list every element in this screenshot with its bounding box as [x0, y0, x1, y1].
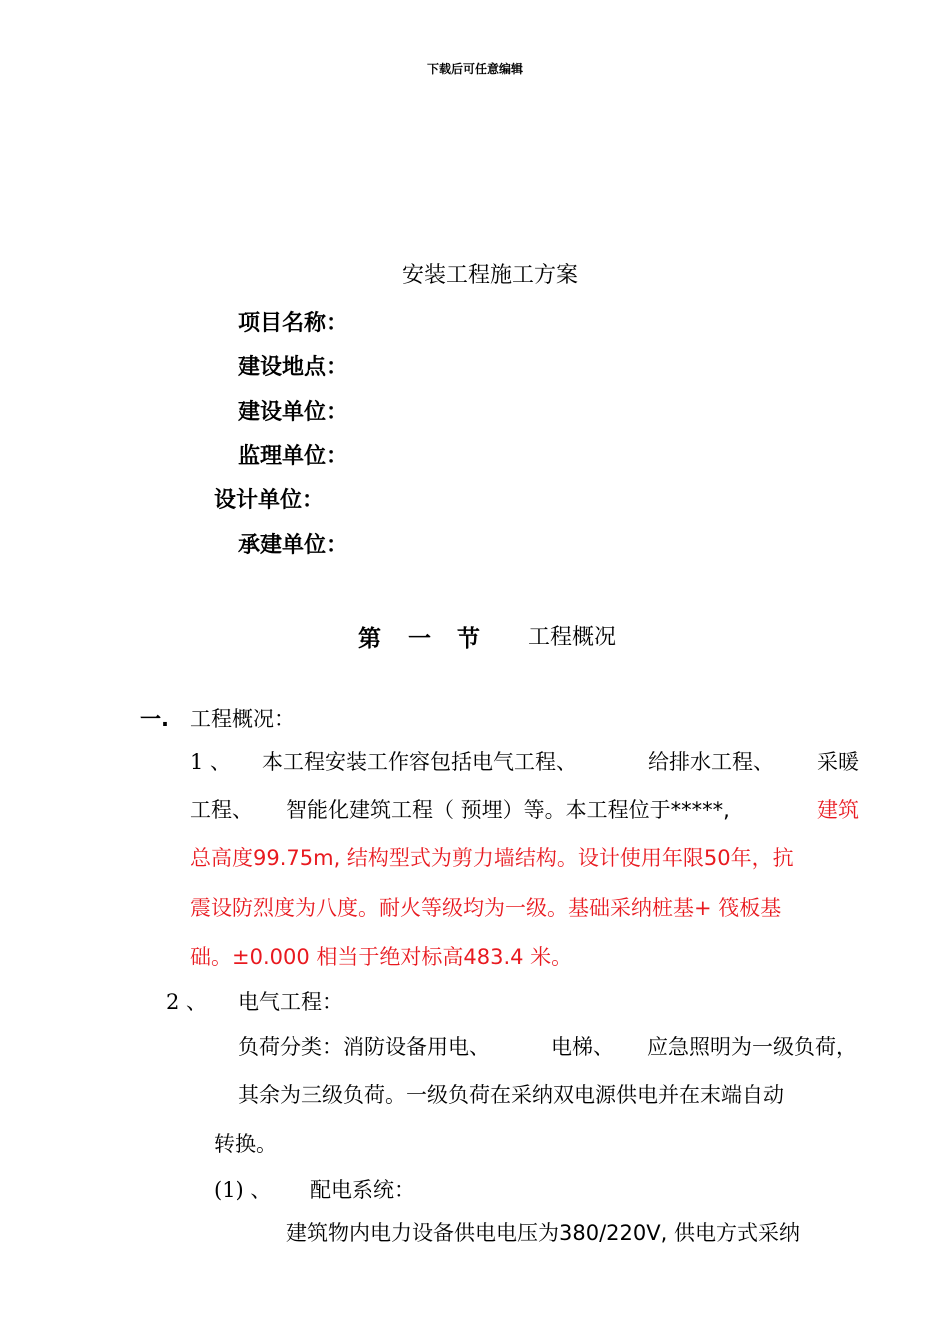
- item1-line4: 震设防烈度为八度。耐火等级均为一级。基础采纳桩基+ 筏板基: [190, 896, 782, 920]
- section-number-jie: 节: [457, 626, 480, 652]
- field-design-unit: 设计单位：: [214, 488, 325, 513]
- item2-line2: 其余为三级负荷。一级负荷在采纳双电源供电并在末端自动: [238, 1083, 784, 1107]
- item1-line1-c: 采暖: [817, 750, 859, 774]
- sub1-line1: 建筑物内电力设备供电电压为380/220V, 供电方式采纳: [286, 1221, 800, 1245]
- part-marker: 一.: [140, 707, 169, 731]
- item1-line2-a: 工程、: [190, 798, 253, 822]
- item1-line3: 总高度99.75m, 结构型式为剪力墙结构。设计使用年限50年，抗: [190, 846, 794, 870]
- item2-line1-c: 应急照明为一级负荷，: [647, 1035, 857, 1059]
- item1-line2-b: 智能化建筑工程（ 预埋）等。本工程位于*****,: [286, 798, 730, 822]
- sub1-number: (1) 、: [214, 1178, 272, 1202]
- field-supervision-unit: 监理单位：: [238, 444, 349, 469]
- section-number-di: 第: [358, 626, 381, 652]
- item2-number: 2 、: [166, 990, 208, 1014]
- item1-number: 1 、: [190, 750, 232, 774]
- section-title: 工程概况: [528, 625, 617, 650]
- item1-line2-c: 建筑: [817, 798, 859, 822]
- section-number-yi: 一: [408, 626, 431, 652]
- item1-line5: 础。±0.000 相当于绝对标高483.4 米。: [190, 945, 573, 969]
- document-title: 安装工程施工方案: [401, 263, 578, 288]
- field-project-name: 项目名称：: [238, 311, 349, 336]
- part-heading: 工程概况：: [190, 707, 295, 731]
- field-contractor-unit: 承建单位：: [238, 533, 349, 558]
- sub1-heading: 配电系统：: [310, 1178, 415, 1202]
- item1-line1-b: 给排水工程、: [648, 750, 774, 774]
- item2-line1-b: 电梯、: [551, 1035, 614, 1059]
- item1-line1-a: 本工程安装工作容包括电气工程、: [262, 750, 577, 774]
- field-construction-unit: 建设单位：: [238, 400, 349, 425]
- item2-heading: 电气工程：: [238, 990, 343, 1014]
- item2-line1-a: 负荷分类：消防设备用电、: [238, 1035, 490, 1059]
- item2-line3: 转换。: [214, 1132, 277, 1156]
- page-header: 下载后可任意编辑: [426, 62, 523, 76]
- field-construction-site: 建设地点：: [238, 355, 349, 380]
